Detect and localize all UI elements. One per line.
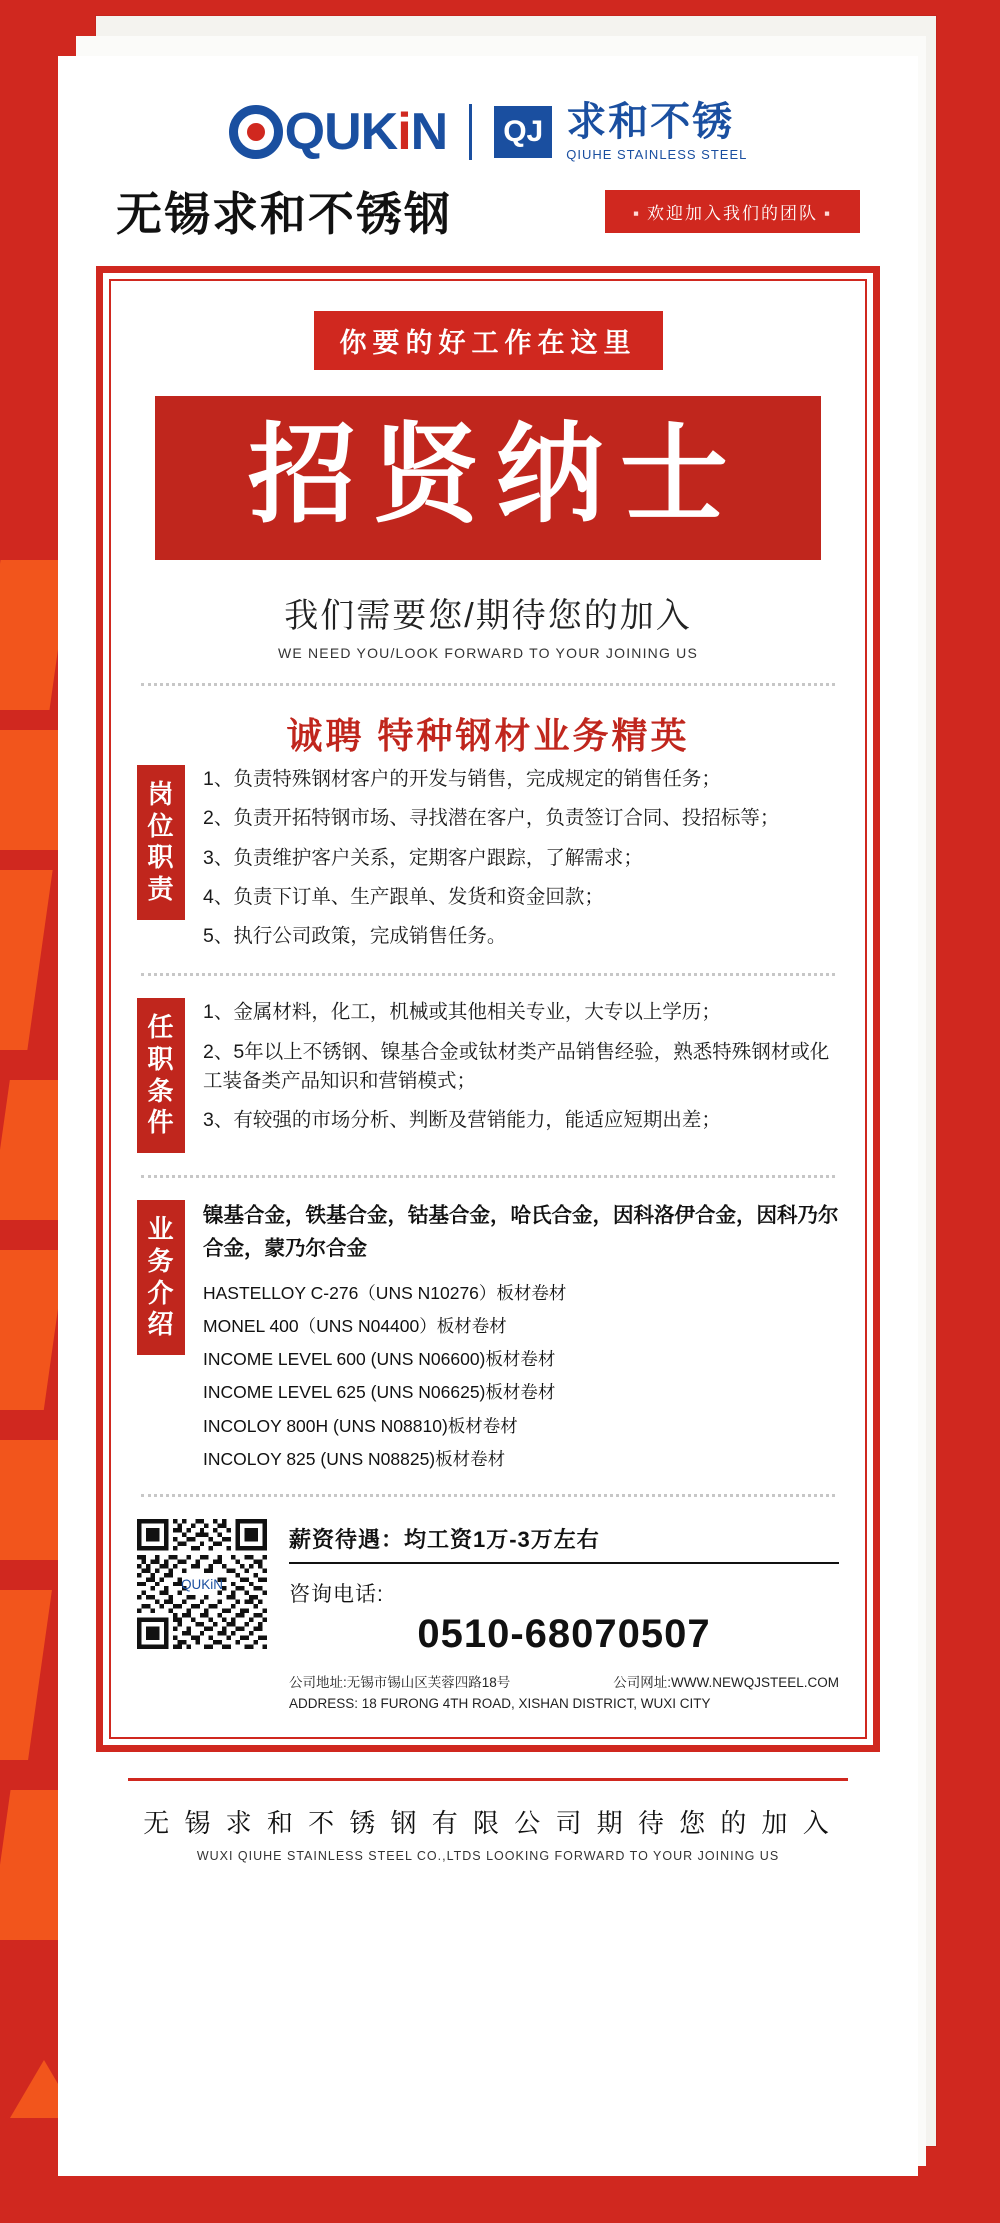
requirements-item: 3、有较强的市场分析、判断及营销能力，能适应短期出差； [203, 1109, 721, 1131]
requirements-list [203, 998, 839, 1135]
kicker-banner: 你要的好工作在这里 [314, 311, 663, 370]
duties-item: 5、执行公司政策，完成销售任务。 [203, 925, 507, 947]
poster-frame [96, 266, 880, 1752]
company-address-en: ADDRESS: 18 FURONG 4TH ROAD, XISHAN DISTRICT, WUXI CITY [289, 1696, 711, 1712]
duties-item: 2、负责开拓特钢市场、寻找潜在客户，负责签订合同、投招标等； [203, 807, 780, 830]
duties-tag: 岗 位 职 责 [137, 765, 185, 920]
brand-logo [106, 102, 870, 162]
brand-chinese-block [566, 102, 747, 162]
product-item: INCOLOY 800H (UNS N08810)板材卷材 [203, 1415, 518, 1436]
contact-details [289, 1519, 839, 1711]
svg-text:QUKiN: QUKiN [181, 1577, 223, 1593]
left-dot-icon: ▪ [632, 203, 641, 223]
address-row [289, 1671, 839, 1691]
product-item: INCOME LEVEL 625 (UNS N06625)板材卷材 [203, 1382, 556, 1403]
qr-code[interactable] [137, 1519, 267, 1649]
qj-badge-icon: QJ [494, 106, 552, 158]
duties-item: 1、负责特殊钢材客户的开发与销售，完成规定的销售任务； [203, 768, 721, 790]
company-name: 无锡求和不锈钢 [116, 188, 452, 240]
product-item: INCOLOY 825 (UNS N08825)板材卷材 [203, 1448, 506, 1469]
divider-dotted-3 [141, 1175, 835, 1178]
product-item: MONEL 400（UNS N04400）板材卷材 [203, 1315, 507, 1336]
phone-number[interactable]: 0510-68070507 [417, 1612, 711, 1657]
duties-item: 3、负责维护客户关系，定期客户跟踪，了解需求； [203, 846, 643, 869]
business-section [137, 1200, 839, 1472]
contact-section [137, 1519, 839, 1711]
business-content [203, 1200, 839, 1472]
call-label: 咨询电话: [289, 1583, 384, 1607]
poster-inner-frame [109, 279, 867, 1739]
welcome-badge-label: 欢迎加入我们的团队 [646, 203, 818, 223]
footer-english: WUXI QIUHE STAINLESS STEEL CO.,LTDS LOOKING FORWARD TO YOUR JOINING US [196, 1849, 780, 1864]
duties-item: 4、负责下订单、生产跟单、发货和资金回款； [203, 885, 604, 908]
subtitle-chinese: 我们需要您/期待您的加入 [284, 597, 692, 635]
right-dot-icon: ▪ [823, 203, 832, 223]
company-website[interactable]: 公司网址:WWW.NEWQJSTEEL.COM [613, 1675, 839, 1691]
product-item: INCOME LEVEL 600 (UNS N06600)板材卷材 [203, 1349, 556, 1370]
duties-section [137, 765, 839, 951]
brand-english-name: QIUHE STAINLESS STEEL [566, 147, 748, 162]
business-headline: 镍基合金，铁基合金，钴基合金，哈氏合金，因科洛伊合金，因科乃尔合金，蒙乃尔合金 [203, 1204, 839, 1260]
business-tag: 业 务 介 绍 [137, 1200, 185, 1355]
company-title-row [106, 178, 870, 244]
requirements-item: 1、金属材料，化工，机械或其他相关专业，大专以上学历； [203, 1001, 721, 1024]
brand-chinese-name: 求和不锈 [566, 100, 735, 144]
hero-banner [155, 396, 821, 560]
product-item: HASTELLOY C-276（UNS N10276）板材卷材 [203, 1282, 567, 1303]
hero-title: 招贤纳士 [247, 413, 744, 538]
requirements-tag: 任 职 条 件 [137, 998, 185, 1153]
qukin-wordmark [229, 105, 448, 159]
footer [128, 1778, 848, 1863]
header [58, 56, 918, 244]
requirements-item: 2、5年以上不锈钢、镍基合金或钛材类产品销售经验，熟悉特殊钢材或化工装备类产品知识和营销模式； [203, 1040, 830, 1092]
salary-line: 薪资待遇：均工资1万-3万左右 [289, 1523, 839, 1564]
subtitle-english: WE NEED YOU/LOOK FORWARD TO YOUR JOINING US [277, 645, 699, 661]
position-title: 诚聘 特种钢材业务精英 [286, 715, 690, 756]
company-address-cn: 公司地址:无锡市锡山区芙蓉四路18号 [289, 1675, 511, 1691]
duties-list [203, 765, 839, 951]
logo-divider [469, 104, 472, 160]
divider-dotted-2 [141, 973, 835, 976]
poster-sheet [58, 56, 918, 2176]
divider-dotted-4 [141, 1494, 835, 1497]
business-product-list [203, 1280, 839, 1473]
divider-dotted-1 [141, 683, 835, 686]
qr-code-icon [137, 1519, 267, 1649]
welcome-badge [605, 190, 860, 233]
requirements-section [137, 998, 839, 1153]
circle-logo-icon [229, 105, 283, 159]
brand-logo-text: QUKiN [284, 103, 448, 161]
footer-chinese: 无 锡 求 和 不 锈 钢 有 限 公 司 期 待 您 的 加 入 [143, 1808, 833, 1839]
